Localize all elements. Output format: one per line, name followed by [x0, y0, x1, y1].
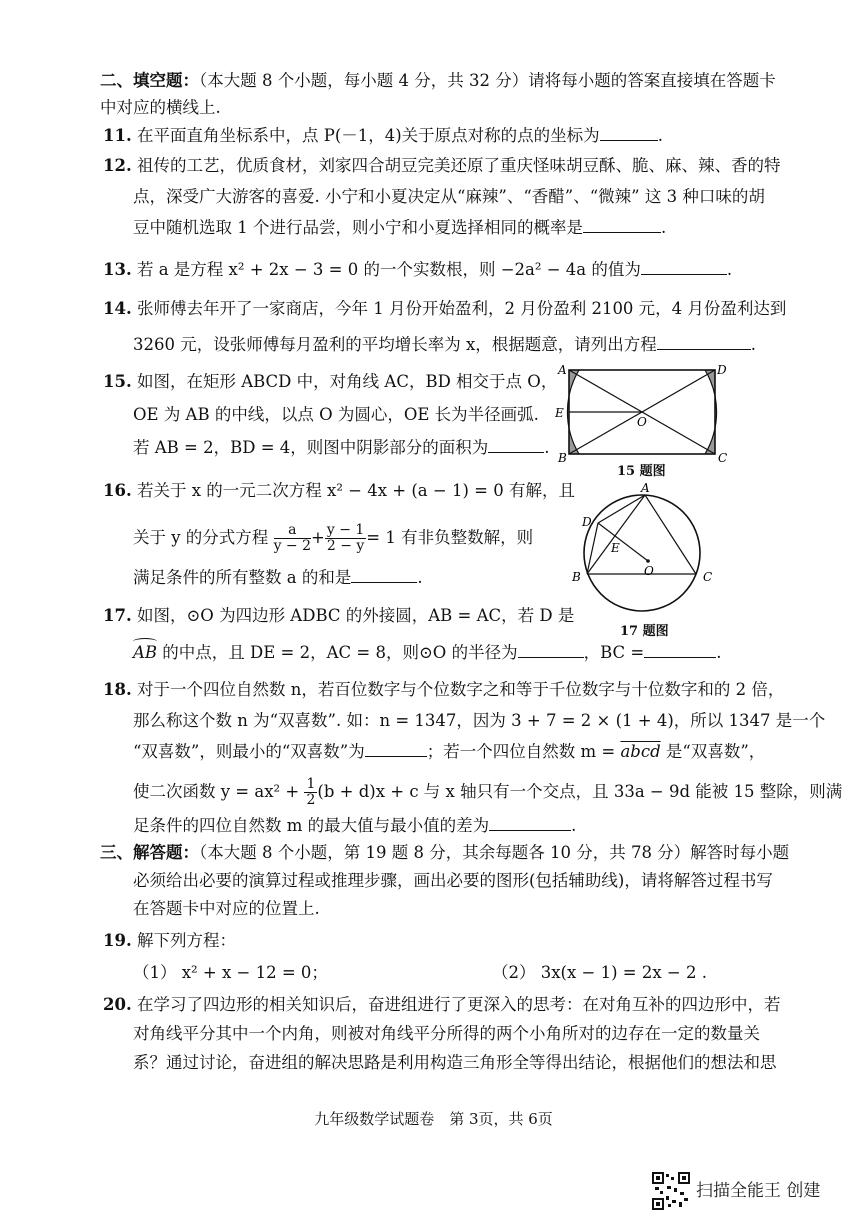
question-16-line2 [133, 523, 533, 554]
section2-intro: （本大题 8 个小题，每小题 4 分，共 32 分）请将每小题的答案直接填在答题卡 [199, 71, 776, 90]
q12-number: 12. [103, 156, 132, 175]
q19-part1: （1） x² + x − 12 = 0； [133, 963, 328, 982]
fig17-label-e: E [611, 541, 620, 555]
frac2-numerator: y − 1 [326, 522, 365, 538]
q17-bc-blank [644, 641, 716, 658]
q17-text-1: 如图，⊙O 为四边形 ADBC 的外接圆，AB = AC，若 D 是 [136, 606, 575, 625]
scanner-watermark: 扫描全能王 创建 [696, 1181, 821, 1201]
q15-answer-blank [488, 436, 544, 453]
q17-end: . [716, 643, 722, 662]
qr-code-icon [652, 1172, 690, 1210]
question-19 [103, 930, 236, 952]
label-o: O [637, 415, 647, 429]
q14-number: 14. [103, 299, 132, 318]
q18-text-3b: ；若一个四位自然数 m = [426, 742, 621, 761]
q20-text-1: 在学习了四边形的相关知识后，奋进组进行了更深入的思考：在对角互补的四边形中，若 [136, 995, 781, 1014]
arc-mark [133, 638, 157, 645]
question-14-line2 [133, 333, 756, 356]
q14-end: . [750, 335, 757, 354]
q14-answer-blank [657, 333, 751, 350]
section3-intro: （本大题 8 个小题，第 19 题 8 分，其余每题各 10 分，共 78 分）解答时每小题 [199, 843, 790, 862]
q15-text-3: 若 AB = 2，BD = 4，则图中阴影部分的面积为 [133, 438, 489, 457]
question-13 [103, 258, 732, 281]
q18-text-4b: (b + d)x + c 与 x 轴只有一个交点，且 33a − 9d 能被 15 整除，则满 [317, 782, 843, 801]
frac1-numerator: a [274, 523, 311, 539]
question-14-line1 [103, 298, 786, 320]
q17-radius-blank [518, 641, 584, 658]
question-20-line2: 对角线平分其中一个内角，则被对角线平分所得的两个小角所对的边存在一定的数量关 [133, 1024, 760, 1043]
q19-number: 19. [103, 931, 132, 950]
q12-end: . [661, 218, 667, 237]
q18-text-4a: 使二次函数 y = ax² + [133, 782, 300, 801]
fig17-label-c: C [703, 570, 713, 584]
q13-answer-blank [641, 258, 727, 275]
figure-17-caption: 17 题图 [620, 624, 669, 639]
question-15-line3 [133, 436, 550, 459]
q19-text: 解下列方程： [136, 931, 236, 950]
q16-fraction-2 [325, 523, 366, 554]
q14-text-2: 3260 元，设张师傅每月盈利的平均增长率为 x，根据题意，请列出方程 [133, 335, 657, 354]
question-16-line3 [133, 566, 423, 589]
q18-text-1: 对于一个四位自然数 n，若百位数字与个位数字之和等于千位数字与十位数字和的 2 倍， [136, 680, 785, 699]
page-footer: 九年级数学试题卷 第 3页，共 6页 [314, 1110, 553, 1128]
label-e: E [555, 406, 564, 420]
section2-heading: 二、填空题： [100, 71, 199, 90]
label-c: C [718, 451, 728, 465]
question-11 [103, 124, 663, 147]
q18-text-5: 足条件的四位自然数 m 的最大值与最小值的差为 [133, 816, 490, 835]
q12-text-1: 祖传的工艺，优质食材，刘家四合胡豆完美还原了重庆怪味胡豆酥、脆、麻、辣、香的特 [136, 156, 781, 175]
q18-number: 18. [103, 680, 132, 699]
figure-15 [555, 362, 735, 474]
q18-min-blank [365, 740, 427, 757]
q16-text-3: 满足条件的所有整数 a 的和是 [133, 568, 352, 587]
question-18-line1 [103, 679, 784, 701]
q18-end: . [571, 816, 577, 835]
q16-answer-blank [351, 566, 417, 583]
question-12-line2: 点，深受广大游客的喜爱. 小宁和小夏决定从“麻辣”、“香醋”、“微辣” 这 3 种口味的胡 [133, 187, 765, 206]
q18-diff-blank [489, 814, 571, 831]
fig17-label-d: D [582, 515, 592, 529]
section3-heading: 三、解答题： [100, 843, 199, 862]
q16-number: 16. [103, 481, 132, 500]
figure-17 [568, 478, 718, 620]
q11-number: 11. [103, 126, 132, 145]
question-12-line1 [103, 155, 780, 177]
q15-number: 15. [103, 372, 132, 391]
section2-line1 [100, 70, 776, 92]
q17-number: 17. [103, 606, 132, 625]
q15-end: . [544, 438, 550, 457]
question-20-line3: 系？通过讨论，奋进组的解决思路是利用构造三角形全等得出结论，根据他们的想法和思 [133, 1053, 777, 1072]
q12-answer-blank [583, 216, 661, 233]
section3-line2: 必须给出必要的演算过程或推理步骤，画出必要的图形(包括辅助线)，请将解答过程书写 [133, 871, 773, 890]
q16-fraction-1 [274, 523, 311, 554]
q16-text-2a: 关于 y 的分式方程 [133, 528, 269, 547]
question-17-line2 [133, 641, 721, 664]
section3-line1 [100, 842, 789, 864]
fig17-label-o: O [644, 564, 654, 578]
q13-number: 13. [103, 260, 132, 279]
label-a: A [558, 363, 567, 377]
label-b: B [558, 451, 567, 465]
q16-text-1: 若关于 x 的一元二次方程 x² − 4x + (a − 1) = 0 有解，且 [136, 481, 575, 500]
question-16-line1 [103, 480, 575, 502]
question-20-line1 [103, 994, 780, 1016]
q17-text-bc: ，BC = [583, 643, 645, 662]
q16-plus: + [311, 528, 325, 547]
arc-ab-text: AB [133, 643, 158, 662]
q17-text-2: 的中点，且 DE = 2，AC = 8，则⊙O 的半径为 [157, 643, 518, 662]
q18-text-3a: “双喜数”，则最小的“双喜数”为 [133, 742, 365, 761]
fig17-label-a: A [641, 481, 650, 495]
question-15-line2: OE 为 AB 的中线，以点 O 为圆心，OE 长为半径画弧. [133, 405, 539, 424]
q16-text-2b: = 1 有非负整数解，则 [366, 528, 534, 547]
label-d: D [717, 363, 727, 377]
q18-frac-numerator: 1 [306, 776, 316, 792]
q16-end: . [417, 568, 423, 587]
q11-end: . [657, 126, 663, 145]
arc-ab [133, 643, 157, 662]
question-17-line1 [103, 605, 574, 627]
question-12-line3 [133, 216, 666, 239]
question-18-line2: 那么称这个数 n 为“双喜数”. 如：n = 1347，因为 3 + 7 = 2 × (1 + 4)，所以 1347 是一个 [133, 711, 826, 730]
q13-text: 若 a 是方程 x² + 2x − 3 = 0 的一个实数根，则 −2a² − 4a 的值为 [136, 260, 641, 279]
q19-part2: （2） 3x(x − 1) = 2x − 2 . [492, 963, 707, 982]
q18-frac-denominator: 2 [306, 792, 316, 808]
q11-answer-blank [600, 124, 658, 141]
q11-text: 在平面直角坐标系中，点 P(－1，4)关于原点对称的点的坐标为 [136, 126, 600, 145]
section2-line2: 中对应的横线上. [100, 98, 221, 117]
q12-text-3: 豆中随机选取 1 个进行品尝，则小宁和小夏选择相同的概率是 [133, 218, 583, 237]
q13-end: . [726, 260, 733, 279]
q18-text-3c: 是“双喜数”， [660, 742, 766, 761]
q18-fraction [304, 777, 317, 808]
figure-15-caption: 15 题图 [617, 464, 666, 479]
q14-text-1: 张师傅去年开了一家商店，今年 1 月份开始盈利，2 月份盈利 2100 元，4 月份盈利达到 [136, 299, 787, 318]
question-18-line5 [133, 814, 576, 837]
frac2-denominator: 2 − y [326, 538, 365, 554]
frac1-denominator: y − 2 [273, 538, 312, 554]
question-15-line1 [103, 371, 557, 393]
question-18-line3 [133, 740, 765, 763]
q15-text-1: 如图，在矩形 ABCD 中，对角线 AC，BD 相交于点 O， [136, 372, 558, 391]
q20-number: 20. [103, 995, 132, 1014]
q18-abcd: abcd [620, 742, 661, 761]
fig17-label-b: B [572, 570, 581, 584]
section3-line3: 在答题卡中对应的位置上. [133, 899, 320, 918]
question-18-line4 [133, 777, 842, 808]
